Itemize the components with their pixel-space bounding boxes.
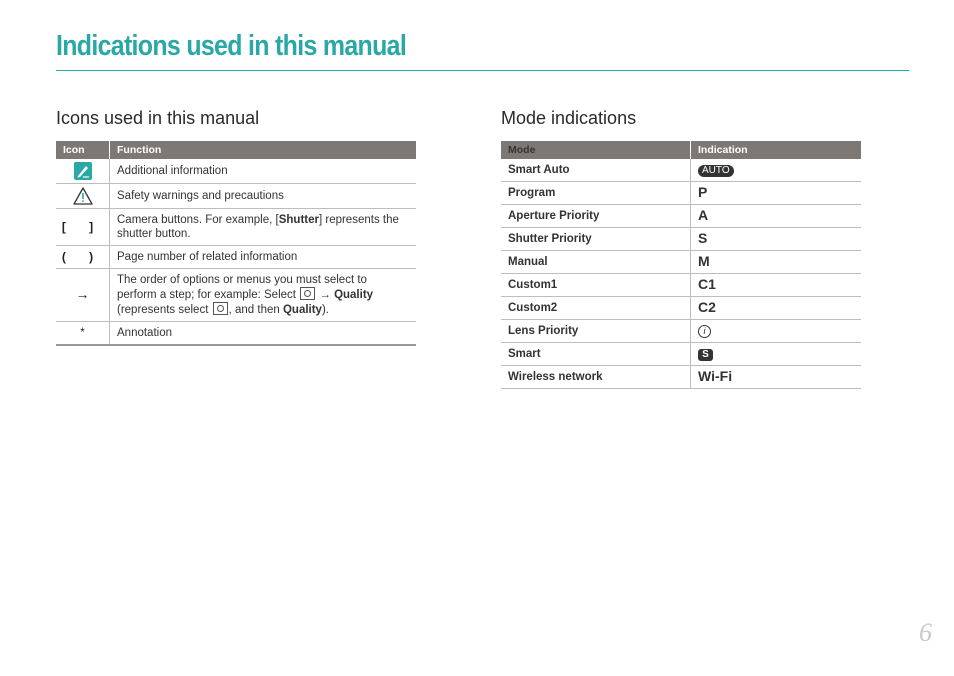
table-row [56, 209, 416, 246]
table-row [56, 184, 416, 209]
icons-table [56, 141, 416, 346]
icons-section-title: Icons used in this manual [56, 108, 260, 128]
auto-mode-icon: AUTO [698, 165, 734, 177]
table-row [501, 251, 861, 274]
bracket-symbol: [ ] [61, 219, 104, 234]
table-row [501, 343, 861, 366]
shutter-mode-icon: S [698, 230, 708, 246]
mode-name: Custom1 [501, 274, 691, 297]
function-cell: Safety warnings and precautions [110, 184, 417, 209]
mode-name: Smart [501, 343, 691, 366]
manual-mode-icon: M [698, 253, 710, 269]
wifi-mode-icon: Wi-Fi [698, 368, 733, 384]
title-divider [56, 70, 909, 71]
table-row [56, 159, 416, 184]
icons-header-function: Function [110, 141, 417, 159]
camera-settings-icon [213, 302, 228, 315]
table-row [501, 228, 861, 251]
page-title: Indications used in this manual [56, 30, 407, 62]
mode-name: Shutter Priority [501, 228, 691, 251]
mode-name: Manual [501, 251, 691, 274]
mode-name: Lens Priority [501, 320, 691, 343]
function-cell: Additional information [110, 159, 417, 184]
custom2-mode-icon: C2 [698, 299, 716, 315]
smart-mode-icon: S [698, 349, 713, 361]
modes-table [501, 141, 861, 389]
mode-name: Smart Auto [501, 159, 691, 182]
lens-priority-icon: i [698, 325, 711, 338]
camera-settings-icon [300, 287, 315, 300]
page-number: 6 [919, 618, 932, 647]
function-cell: The order of options or menus you must select to perform a step; for example: Select → Quality (represents select , and then Quality). [110, 269, 417, 322]
table-row [501, 205, 861, 228]
table-row [501, 274, 861, 297]
modes-header-indication: Indication [691, 141, 862, 159]
warning-icon [73, 187, 93, 205]
arrow-symbol: → [75, 286, 90, 302]
mode-name: Program [501, 182, 691, 205]
table-row [56, 322, 416, 346]
mode-name: Custom2 [501, 297, 691, 320]
asterisk-symbol: * [80, 327, 85, 339]
custom1-mode-icon: C1 [698, 276, 716, 292]
table-row [501, 159, 861, 182]
program-mode-icon: P [698, 184, 708, 200]
table-row [501, 366, 861, 389]
table-row [501, 297, 861, 320]
aperture-mode-icon: A [698, 207, 709, 223]
function-cell: Annotation [110, 322, 417, 346]
table-row [56, 269, 416, 322]
mode-name: Aperture Priority [501, 205, 691, 228]
modes-section-title: Mode indications [501, 108, 637, 128]
table-row [501, 182, 861, 205]
function-cell: Camera buttons. For example, [Shutter] represents the shutter button. [110, 209, 417, 246]
note-icon [74, 162, 92, 180]
mode-name: Wireless network [501, 366, 691, 389]
table-row [56, 246, 416, 269]
table-row [501, 320, 861, 343]
function-cell: Page number of related information [110, 246, 417, 269]
paren-symbol: ( ) [61, 249, 104, 264]
icons-header-icon: Icon [56, 141, 110, 159]
modes-header-mode: Mode [501, 141, 691, 159]
